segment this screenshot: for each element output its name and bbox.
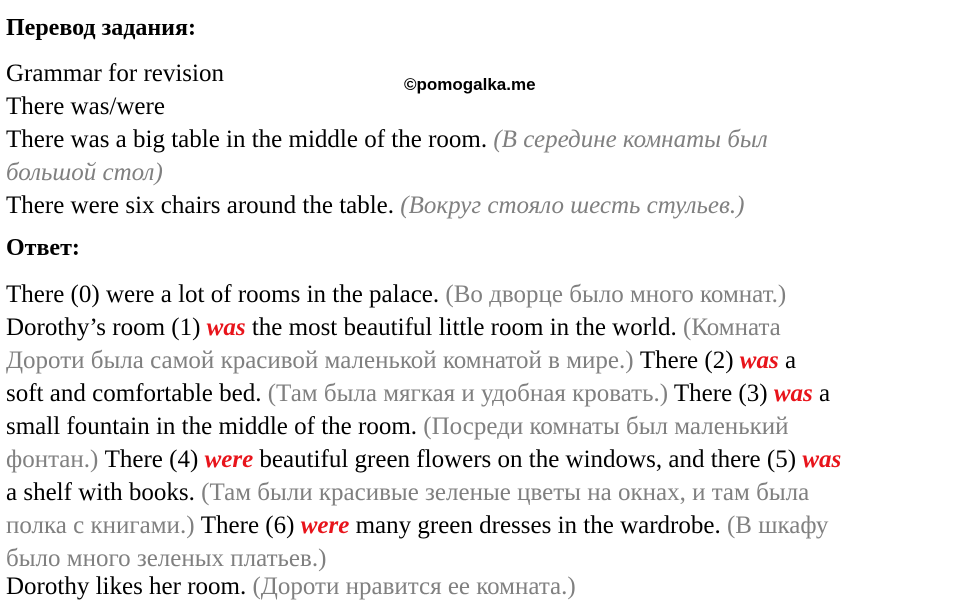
- answer-4: were: [204, 446, 254, 473]
- answer-line-7: a shelf with books. (Там были красивые зеленые цветы на окнах, и там была: [6, 479, 810, 506]
- answer-line-4: soft and comfortable bed. (Там была мягкая и удобная кровать.) There (3) was a: [6, 380, 831, 407]
- task-translation-heading: Перевод задания:: [6, 15, 196, 41]
- task-line-1: Grammar for revision: [6, 60, 224, 87]
- answer-line-5: small fountain in the middle of the room. (Посреди комнаты был маленький: [6, 413, 789, 440]
- task-line-3: There was a big table in the middle of the room. (В середине комнаты был: [6, 126, 768, 153]
- answer-line-6: фонтан.) There (4) were beautiful green flowers on the windows, and there (5) was: [6, 446, 842, 473]
- answer-1: was: [206, 314, 246, 341]
- answer-3: was: [773, 380, 813, 407]
- answer-2: was: [739, 347, 779, 374]
- answer-line-2: Dorothy’s room (1) was the most beautiful little room in the world. (Комната: [6, 314, 781, 341]
- answer-6: were: [300, 512, 350, 539]
- answer-line-1: There (0) were a lot of rooms in the palace. (Во дворце было много комнат.): [6, 281, 787, 308]
- watermark: ©pomogalka.me: [404, 75, 536, 94]
- answer-line-9: было много зеленых платьев.): [6, 545, 327, 572]
- task-line-4: большой стол): [6, 159, 163, 186]
- answer-heading: Ответ:: [6, 235, 80, 261]
- answer-line-8: полка с книгами.) There (6) were many green dresses in the wardrobe. (В шкафу: [6, 512, 829, 539]
- task-line-2: There was/were: [6, 93, 165, 120]
- answer-5: was: [802, 446, 842, 473]
- answer-line-10: Dorothy likes her room. (Дороти нравится ее комната.): [6, 573, 576, 600]
- answer-line-3: Дороти была самой красивой маленькой комнатой в мире.) There (2) was a: [6, 347, 797, 374]
- task-line-5: There were six chairs around the table. (Вокруг стояло шесть стульев.): [6, 192, 745, 219]
